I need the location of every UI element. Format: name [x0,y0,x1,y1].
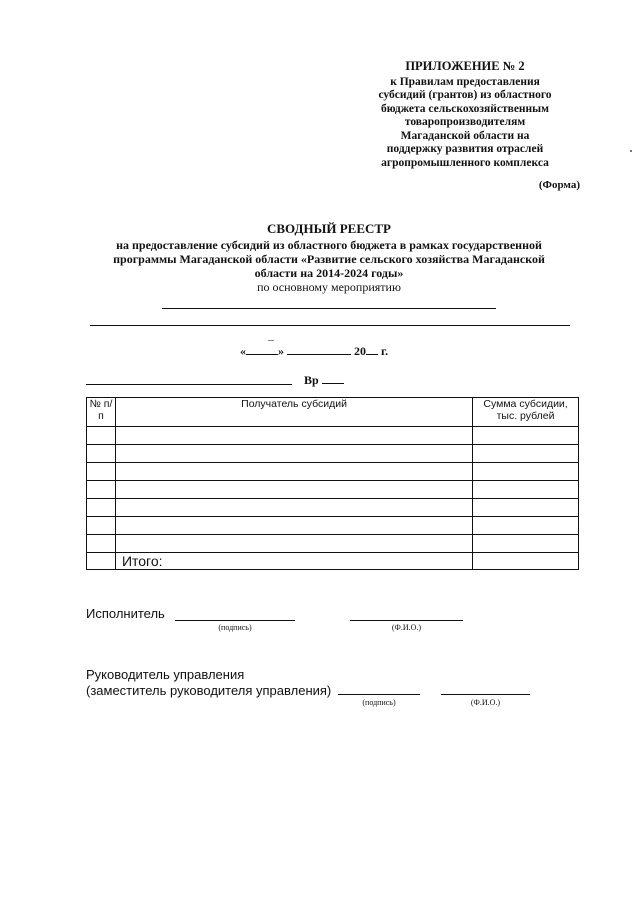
table-row [87,481,579,499]
head-label-line2: (заместитель руководителя управления) [86,683,332,698]
department-fill-line[interactable] [86,384,292,385]
appendix-block [340,60,590,170]
year-suffix: г. [381,344,389,358]
appendix-line: поддержку развития отраслей [386,143,544,155]
total-num-cell [87,553,116,570]
year-field[interactable] [366,343,378,355]
total-row [87,553,579,570]
table-row [87,535,579,553]
cell-recipient[interactable] [115,535,472,553]
cell-amount[interactable] [473,481,579,499]
head-name-caption: (Ф.И.О.) [470,698,501,707]
table-row [87,427,579,445]
executor-name-caption: (Ф.И.О.) [391,623,422,632]
table-row [87,445,579,463]
cell-amount[interactable] [473,463,579,481]
total-amount-cell[interactable] [473,553,579,570]
table-row [87,517,579,535]
cell-num[interactable] [87,481,116,499]
cell-num[interactable] [87,535,116,553]
date-open-quote: « [240,344,246,358]
executor-label: Исполнитель [86,606,165,621]
header-amount: Сумма субсидии, тыс. рублей [473,398,579,427]
cell-recipient[interactable] [115,427,472,445]
form-label: (Форма) [538,179,580,191]
appendix-line: агропромышленного комплекса [381,156,549,169]
appendix-line: бюджета сельскохозяйственным [381,102,549,115]
cell-amount[interactable] [473,445,579,463]
cell-recipient[interactable] [115,445,472,463]
cell-amount[interactable] [473,517,579,535]
header-num: № п/п [87,398,116,427]
cell-recipient[interactable] [115,463,472,481]
executor-name-line[interactable] [350,620,463,621]
cell-num[interactable] [87,499,116,517]
vr-field[interactable] [322,372,344,384]
appendix-line: товаропроизводителям [404,116,526,128]
cell-recipient[interactable] [115,517,472,535]
day-field[interactable] [246,343,278,355]
header-recipient: Получатель субсидий [115,398,472,427]
appendix-line: Магаданской области на [400,129,530,142]
title-main: СВОДНЫЙ РЕЕСТР [267,221,391,236]
executor-sign-line[interactable] [175,620,295,621]
activity-fill-line-2[interactable] [90,325,570,326]
table-row [87,463,579,481]
cell-amount[interactable] [473,499,579,517]
document-title [70,222,588,294]
month-field[interactable] [287,343,351,355]
head-sign-line[interactable] [338,694,420,695]
head-sign-caption: (подпись) [362,698,396,707]
appendix-heading: ПРИЛОЖЕНИЕ № 2 [405,59,525,73]
title-subline: по основному мероприятию [257,280,401,294]
executor-sign-caption: (подпись) [218,623,252,632]
scan-mark [630,150,632,152]
table-header-row [87,398,579,427]
year-prefix: 20 [354,344,366,358]
total-label: Итого: [115,553,472,570]
cell-amount[interactable] [473,535,579,553]
cell-num[interactable] [87,463,116,481]
cell-recipient[interactable] [115,499,472,517]
cell-recipient[interactable] [115,481,472,499]
head-name-line[interactable] [441,694,530,695]
date-close-quote: » [278,344,284,358]
cell-amount[interactable] [473,427,579,445]
appendix-line: к Правилам предоставления [390,75,540,88]
cell-num[interactable] [87,427,116,445]
title-line: на предоставление субсидий из областного бюджета в рамках государственной [116,238,542,252]
cell-num[interactable] [87,445,116,463]
cell-num[interactable] [87,517,116,535]
vr-line [304,372,344,388]
table-row [87,499,579,517]
title-line: программы Магаданской области «Развитие сельского хозяйства Магаданской [113,252,545,266]
title-line: области на 2014-2024 годы» [254,266,404,280]
head-label-line1: Руководитель управления [86,667,245,682]
vr-label: Вр [304,373,319,387]
appendix-line: субсидий (грантов) из областного [378,89,552,101]
registry-table [86,397,579,570]
separator-dash [268,340,274,341]
activity-fill-line[interactable] [162,308,496,309]
date-line [240,343,388,359]
